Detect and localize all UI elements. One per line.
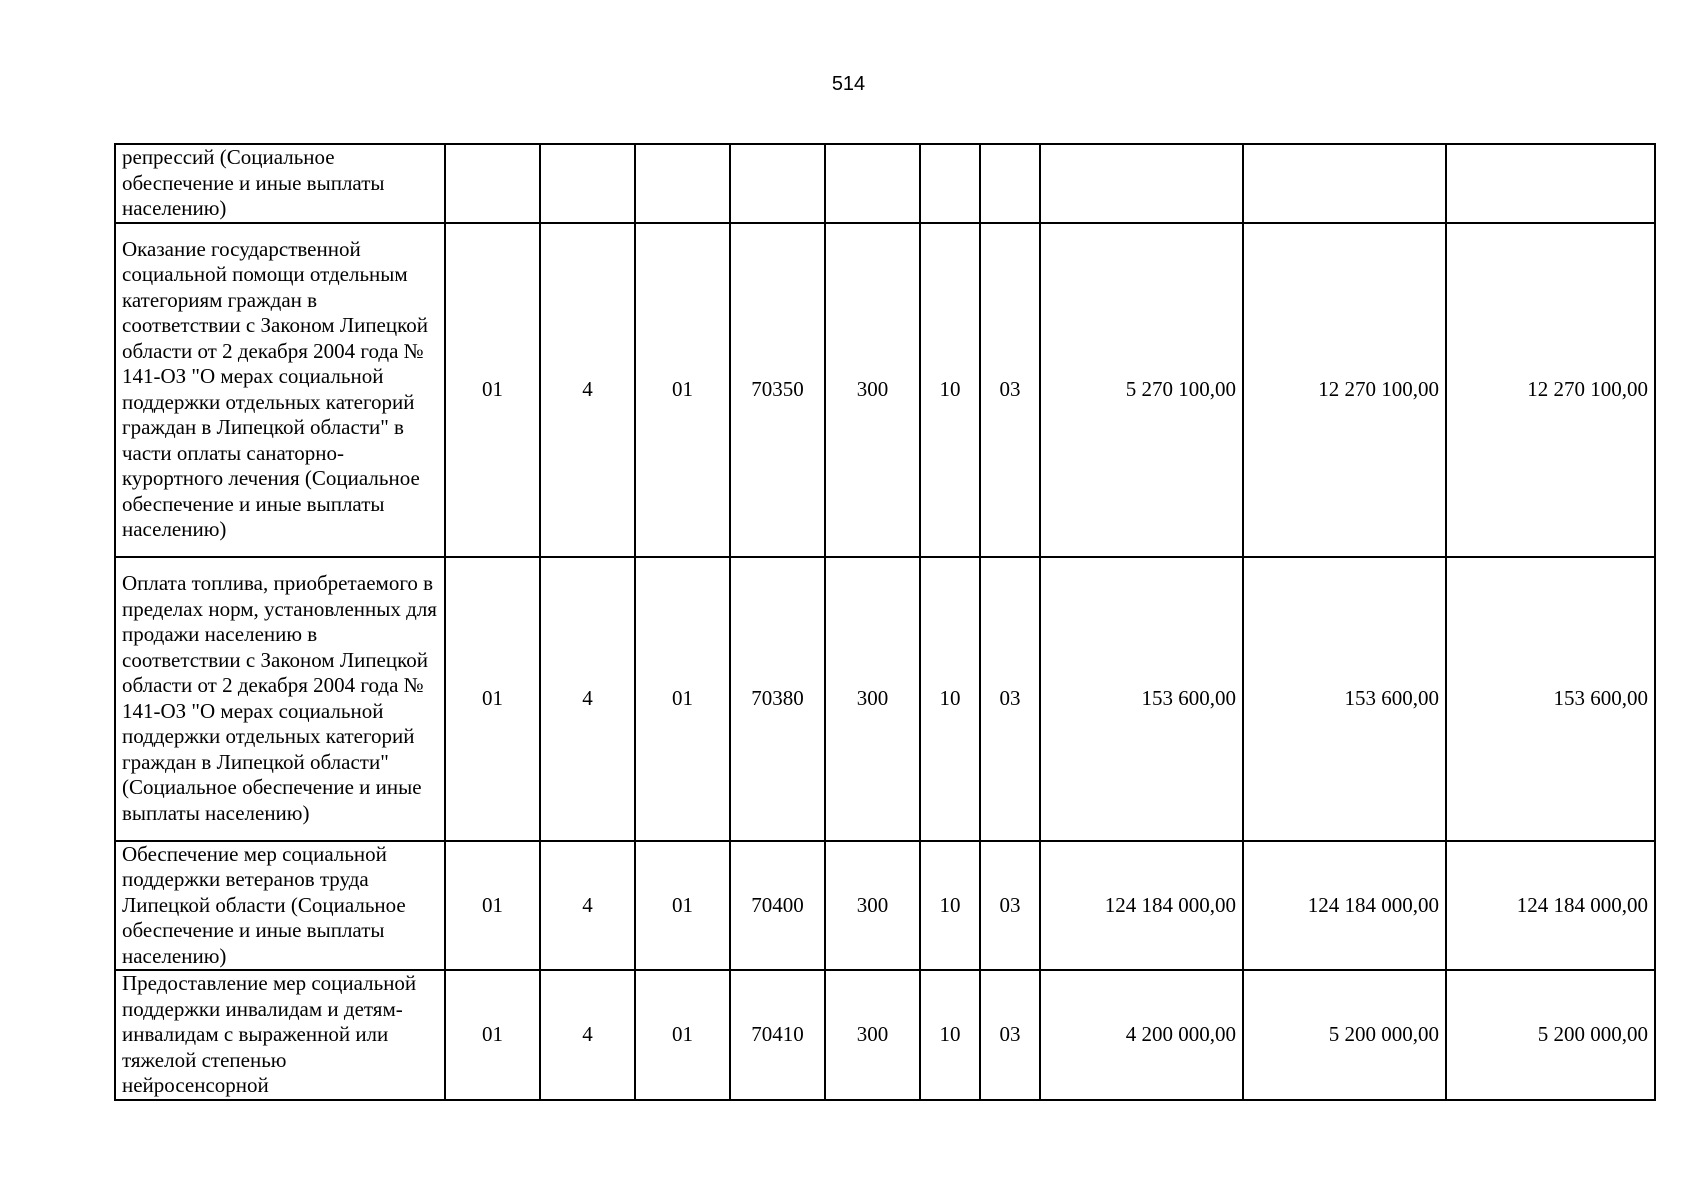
section-code <box>920 144 980 223</box>
section-code: 10 <box>920 557 980 841</box>
amount-year-1: 5 270 100,00 <box>1040 223 1243 557</box>
table-row <box>115 841 1655 971</box>
subprogram-code <box>540 144 635 223</box>
main-activity-code <box>635 144 730 223</box>
table-row <box>115 970 1655 1100</box>
amount-year-2 <box>1243 144 1446 223</box>
row-description: Обеспечение мер социальной поддержки ветеранов труда Липецкой области (Социальное обеспечение и иные выплаты населению) <box>115 841 445 971</box>
subsection-code: 03 <box>980 841 1040 971</box>
program-code: 01 <box>445 970 540 1100</box>
budget-table <box>114 143 1656 1101</box>
main-activity-code: 01 <box>635 223 730 557</box>
section-code: 10 <box>920 841 980 971</box>
amount-year-3: 5 200 000,00 <box>1446 970 1655 1100</box>
amount-year-2: 5 200 000,00 <box>1243 970 1446 1100</box>
main-activity-code: 01 <box>635 970 730 1100</box>
program-code: 01 <box>445 223 540 557</box>
direction-code: 70400 <box>730 841 825 971</box>
row-description: Оказание государственной социальной помощи отдельным категориям граждан в соответствии с Законом Липецкой области от 2 декабря 2004 года № 141-ОЗ "О мерах социальной поддержки отдельных категорий граждан в Липецкой области" в части оплаты санаторно-курортного лечения (Социальное обеспечение и иные выплаты населению) <box>115 223 445 557</box>
subsection-code: 03 <box>980 557 1040 841</box>
amount-year-3 <box>1446 144 1655 223</box>
amount-year-3: 153 600,00 <box>1446 557 1655 841</box>
section-code: 10 <box>920 970 980 1100</box>
direction-code: 70380 <box>730 557 825 841</box>
expense-type-code: 300 <box>825 970 920 1100</box>
subprogram-code: 4 <box>540 223 635 557</box>
amount-year-1: 4 200 000,00 <box>1040 970 1243 1100</box>
direction-code: 70350 <box>730 223 825 557</box>
amount-year-2: 12 270 100,00 <box>1243 223 1446 557</box>
program-code: 01 <box>445 557 540 841</box>
amount-year-1 <box>1040 144 1243 223</box>
subsection-code: 03 <box>980 970 1040 1100</box>
program-code: 01 <box>445 841 540 971</box>
table-row <box>115 557 1655 841</box>
table-row <box>115 223 1655 557</box>
amount-year-2: 124 184 000,00 <box>1243 841 1446 971</box>
subsection-code <box>980 144 1040 223</box>
table-row <box>115 144 1655 223</box>
subprogram-code: 4 <box>540 841 635 971</box>
expense-type-code: 300 <box>825 557 920 841</box>
expense-type-code: 300 <box>825 841 920 971</box>
amount-year-2: 153 600,00 <box>1243 557 1446 841</box>
program-code <box>445 144 540 223</box>
row-description: Оплата топлива, приобретаемого в пределах норм, установленных для продажи населению в соответствии с Законом Липецкой области от 2 декабря 2004 года № 141-ОЗ "О мерах социальной поддержки отдельных категорий граждан в Липецкой области" (Социальное обеспечение и иные выплаты населению) <box>115 557 445 841</box>
main-activity-code: 01 <box>635 841 730 971</box>
direction-code <box>730 144 825 223</box>
amount-year-1: 124 184 000,00 <box>1040 841 1243 971</box>
direction-code: 70410 <box>730 970 825 1100</box>
section-code: 10 <box>920 223 980 557</box>
subsection-code: 03 <box>980 223 1040 557</box>
expense-type-code: 300 <box>825 223 920 557</box>
amount-year-3: 124 184 000,00 <box>1446 841 1655 971</box>
subprogram-code: 4 <box>540 970 635 1100</box>
main-activity-code: 01 <box>635 557 730 841</box>
amount-year-1: 153 600,00 <box>1040 557 1243 841</box>
page-number: 514 <box>831 73 866 95</box>
row-description: репрессий (Социальное обеспечение и иные выплаты населению) <box>115 144 445 223</box>
expense-type-code <box>825 144 920 223</box>
amount-year-3: 12 270 100,00 <box>1446 223 1655 557</box>
row-description: Предоставление мер социальной поддержки инвалидам и детям-инвалидам с выраженной или тяжелой степенью нейросенсорной <box>115 970 445 1100</box>
subprogram-code: 4 <box>540 557 635 841</box>
